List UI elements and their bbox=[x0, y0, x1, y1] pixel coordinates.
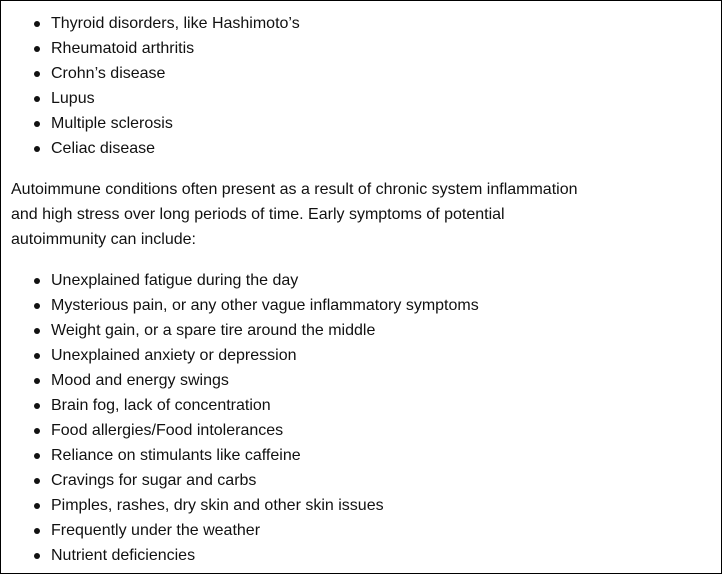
body-paragraph: Autoimmune conditions often present as a result of chronic system inflammation and high stress over long periods of time. Early symptoms of potential autoimmunity can include: bbox=[11, 181, 578, 248]
list-item: Frequently under the weather bbox=[11, 518, 611, 543]
list-item: Multiple sclerosis bbox=[11, 111, 611, 136]
list-item: Weight gain, or a spare tire around the middle bbox=[11, 318, 611, 343]
document-content bbox=[11, 11, 611, 568]
early-symptoms-list bbox=[11, 268, 611, 568]
list-item: Nutrient deficiencies bbox=[11, 543, 611, 568]
list-item: Unexplained anxiety or depression bbox=[11, 343, 611, 368]
list-item: Crohn’s disease bbox=[11, 61, 611, 86]
list-item: Reliance on stimulants like caffeine bbox=[11, 443, 611, 468]
list-item: Thyroid disorders, like Hashimoto’s bbox=[11, 11, 611, 36]
list-item: Brain fog, lack of concentration bbox=[11, 393, 611, 418]
list-item: Mood and energy swings bbox=[11, 368, 611, 393]
list-item: Lupus bbox=[11, 86, 611, 111]
list-item: Mysterious pain, or any other vague inflammatory symptoms bbox=[11, 293, 611, 318]
list-item: Unexplained fatigue during the day bbox=[11, 268, 611, 293]
autoimmune-conditions-list bbox=[11, 11, 611, 161]
list-item: Cravings for sugar and carbs bbox=[11, 468, 611, 493]
list-item: Pimples, rashes, dry skin and other skin issues bbox=[11, 493, 611, 518]
list-item: Rheumatoid arthritis bbox=[11, 36, 611, 61]
list-item: Celiac disease bbox=[11, 136, 611, 161]
list-item: Food allergies/Food intolerances bbox=[11, 418, 611, 443]
